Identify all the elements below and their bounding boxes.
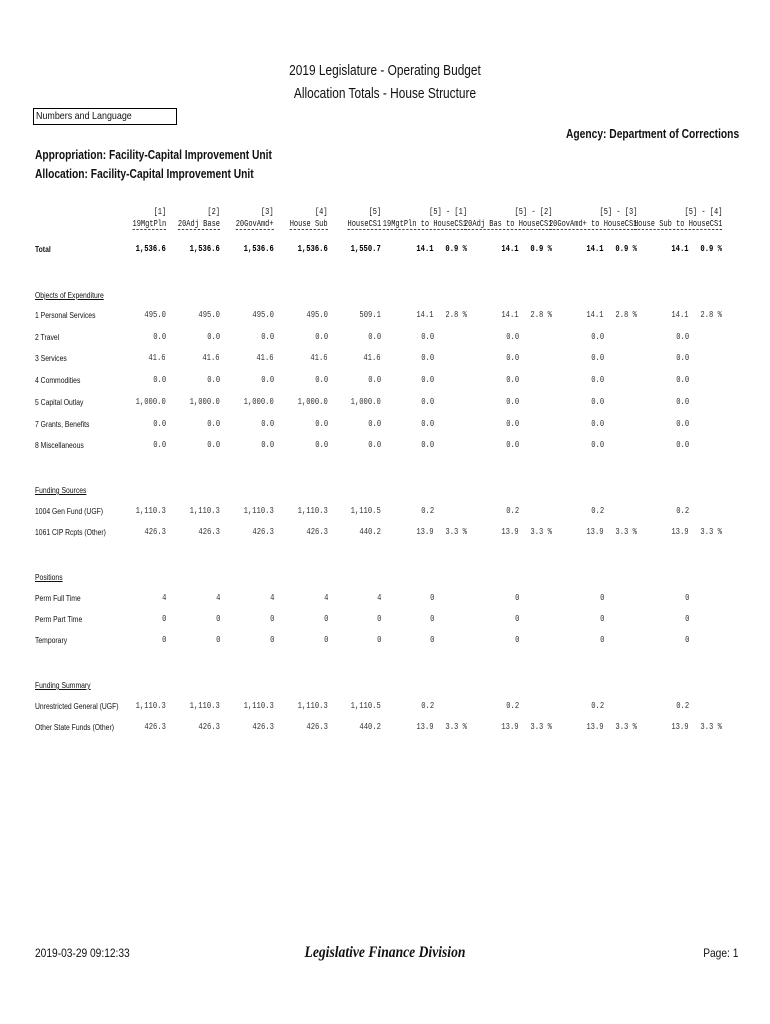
value-cell: 41.6 (202, 353, 220, 363)
footer-page-number: Page: 1 (702, 946, 738, 960)
column-header (290, 206, 328, 230)
diff-percent-cell: 3.3 % (530, 527, 552, 537)
value-cell: 0.0 (153, 375, 166, 385)
value-cell: 0.0 (153, 419, 166, 429)
diff-amount-cell: 13.9 (586, 527, 604, 537)
column-header (549, 206, 637, 230)
value-cell: 426.3 (306, 722, 328, 732)
row-label: Other State Funds (Other) (35, 723, 114, 732)
value-cell: 4 (161, 593, 166, 603)
value-cell: 0 (215, 614, 220, 624)
diff-percent-cell: 2.8 % (700, 310, 722, 320)
section-heading: Funding Sources (35, 486, 87, 495)
value-cell: 440.2 (359, 527, 381, 537)
value-cell: 495.0 (144, 310, 166, 320)
value-cell: 426.3 (252, 722, 274, 732)
diff-amount-cell: 0.0 (506, 419, 519, 429)
value-cell: 1,000.0 (297, 397, 328, 407)
value-cell: 41.6 (148, 353, 166, 363)
value-cell: 1,536.6 (297, 244, 328, 254)
diff-percent-cell: 0.9 % (615, 244, 637, 254)
diff-percent-cell: 0.9 % (445, 244, 467, 254)
column-header (236, 206, 274, 230)
report-title-line1: 2019 Legislature - Operating Budget (289, 63, 481, 79)
value-cell: 1,536.6 (135, 244, 166, 254)
diff-amount-cell: 0.2 (676, 506, 689, 516)
value-cell: 0 (215, 635, 220, 645)
value-cell: 0.0 (315, 332, 328, 342)
value-cell: 1,110.3 (135, 506, 166, 516)
value-cell: 426.3 (144, 722, 166, 732)
diff-amount-cell: 14.1 (671, 310, 689, 320)
value-cell: 0.0 (315, 440, 328, 450)
value-cell: 0.0 (315, 419, 328, 429)
diff-amount-cell: 0.0 (676, 353, 689, 363)
diff-amount-cell: 13.9 (501, 527, 519, 537)
diff-amount-cell: 0.0 (421, 332, 434, 342)
column-number: [4] (315, 207, 328, 217)
diff-percent-cell: 2.8 % (445, 310, 467, 320)
column-number: [5] - [4] (684, 207, 722, 217)
value-cell: 0 (323, 614, 328, 624)
value-cell: 0 (269, 635, 274, 645)
value-cell: 1,110.5 (350, 701, 381, 711)
value-cell: 4 (269, 593, 274, 603)
column-number: [3] (261, 207, 274, 217)
diff-amount-cell: 0.0 (506, 353, 519, 363)
agency-label: Agency: Department of Corrections (565, 127, 739, 141)
diff-amount-cell: 14.1 (586, 244, 604, 254)
diff-amount-cell: 0 (429, 635, 434, 645)
diff-percent-cell: 3.3 % (700, 722, 722, 732)
value-cell: 1,110.3 (243, 701, 274, 711)
diff-amount-cell: 0.0 (506, 332, 519, 342)
column-header (347, 206, 381, 230)
column-label: 19MgtPln to HouseCS1 (382, 219, 467, 229)
diff-percent-cell: 2.8 % (615, 310, 637, 320)
column-label: 20GovAmd+ to HouseCS1 (548, 219, 637, 229)
value-cell: 0 (269, 614, 274, 624)
diff-percent-cell: 3.3 % (700, 527, 722, 537)
value-cell: 1,110.3 (189, 701, 220, 711)
diff-amount-cell: 0.0 (421, 440, 434, 450)
column-label: House Sub (290, 219, 328, 229)
diff-amount-cell: 0.0 (591, 375, 604, 385)
column-label: 20Adj Base (177, 219, 220, 229)
diff-amount-cell: 0 (514, 614, 519, 624)
value-cell: 0.0 (261, 332, 274, 342)
column-number: [5] - [1] (429, 207, 467, 217)
diff-amount-cell: 0.0 (676, 375, 689, 385)
value-cell: 1,000.0 (135, 397, 166, 407)
column-number: [5] (368, 207, 381, 217)
diff-amount-cell: 0.2 (591, 701, 604, 711)
diff-amount-cell: 0.2 (421, 701, 434, 711)
value-cell: 495.0 (252, 310, 274, 320)
diff-percent-cell: 3.3 % (445, 722, 467, 732)
value-cell: 495.0 (198, 310, 220, 320)
row-label: 3 Services (35, 354, 67, 363)
value-cell: 4 (376, 593, 381, 603)
value-cell: 41.6 (256, 353, 274, 363)
diff-amount-cell: 0 (429, 593, 434, 603)
section-heading: Funding Summary (35, 681, 91, 690)
diff-amount-cell: 0 (684, 635, 689, 645)
row-label: Unrestricted General (UGF) (35, 702, 119, 711)
diff-amount-cell: 13.9 (671, 527, 689, 537)
value-cell: 0.0 (261, 375, 274, 385)
footer-timestamp: 2019-03-29 09:12:33 (35, 946, 130, 960)
diff-amount-cell: 0.0 (506, 440, 519, 450)
row-label: 1 Personal Services (35, 311, 96, 320)
diff-percent-cell: 3.3 % (445, 527, 467, 537)
diff-amount-cell: 13.9 (501, 722, 519, 732)
diff-amount-cell: 13.9 (586, 722, 604, 732)
value-cell: 0 (161, 635, 166, 645)
diff-percent-cell: 0.9 % (700, 244, 722, 254)
value-cell: 0.0 (153, 332, 166, 342)
value-cell: 4 (215, 593, 220, 603)
value-cell: 0.0 (261, 419, 274, 429)
diff-amount-cell: 0.0 (421, 397, 434, 407)
diff-amount-cell: 0.0 (421, 353, 434, 363)
value-cell: 1,110.3 (135, 701, 166, 711)
value-cell: 0 (161, 614, 166, 624)
section-heading: Objects of Expenditure (35, 291, 104, 300)
diff-percent-cell: 3.3 % (530, 722, 552, 732)
diff-amount-cell: 0 (684, 593, 689, 603)
diff-amount-cell: 0 (684, 614, 689, 624)
row-label: 7 Grants, Benefits (35, 420, 90, 429)
column-header (132, 206, 166, 230)
row-label: 2 Travel (35, 333, 60, 342)
diff-amount-cell: 14.1 (501, 310, 519, 320)
value-cell: 1,110.3 (243, 506, 274, 516)
value-cell: 440.2 (359, 722, 381, 732)
diff-amount-cell: 14.1 (416, 310, 434, 320)
value-cell: 1,110.5 (350, 506, 381, 516)
row-label: 1061 CIP Rcpts (Other) (35, 528, 106, 537)
diff-amount-cell: 0.0 (591, 332, 604, 342)
column-number: [5] - [3] (599, 207, 637, 217)
value-cell: 509.1 (359, 310, 381, 320)
diff-amount-cell: 0 (599, 593, 604, 603)
value-cell: 0.0 (261, 440, 274, 450)
diff-amount-cell: 0 (514, 593, 519, 603)
value-cell: 0.0 (368, 375, 381, 385)
diff-percent-cell: 0.9 % (530, 244, 552, 254)
column-header (634, 206, 722, 230)
value-cell: 4 (323, 593, 328, 603)
diff-amount-cell: 0 (429, 614, 434, 624)
value-cell: 0.0 (368, 440, 381, 450)
diff-amount-cell: 0 (514, 635, 519, 645)
value-cell: 1,000.0 (189, 397, 220, 407)
value-cell: 0.0 (368, 419, 381, 429)
value-cell: 0.0 (207, 332, 220, 342)
diff-amount-cell: 13.9 (416, 722, 434, 732)
diff-amount-cell: 0.0 (676, 332, 689, 342)
value-cell: 426.3 (252, 527, 274, 537)
column-label: 20Adj Bas to HouseCS1 (463, 219, 552, 229)
diff-amount-cell: 0.2 (506, 701, 519, 711)
value-cell: 1,536.6 (243, 244, 274, 254)
diff-amount-cell: 0.0 (591, 440, 604, 450)
value-cell: 0 (323, 635, 328, 645)
diff-amount-cell: 0 (599, 635, 604, 645)
diff-amount-cell: 0.2 (676, 701, 689, 711)
value-cell: 0 (376, 635, 381, 645)
diff-amount-cell: 0.0 (676, 397, 689, 407)
diff-amount-cell: 0.0 (421, 419, 434, 429)
value-cell: 1,536.6 (189, 244, 220, 254)
diff-amount-cell: 0.2 (421, 506, 434, 516)
column-label: House Sub to HouseCS1 (633, 219, 722, 229)
diff-amount-cell: 14.1 (671, 244, 689, 254)
value-cell: 1,110.3 (297, 701, 328, 711)
diff-amount-cell: 14.1 (501, 244, 519, 254)
diff-amount-cell: 14.1 (586, 310, 604, 320)
row-label: Temporary (35, 636, 68, 645)
row-label: 5 Capital Outlay (35, 398, 84, 407)
value-cell: 426.3 (198, 527, 220, 537)
value-cell: 495.0 (306, 310, 328, 320)
footer-division: Legislative Finance Division (304, 944, 466, 961)
section-heading: Positions (35, 573, 63, 582)
diff-amount-cell: 14.1 (416, 244, 434, 254)
row-label: Perm Full Time (35, 594, 81, 603)
value-cell: 1,550.7 (350, 244, 381, 254)
diff-amount-cell: 0.2 (591, 506, 604, 516)
diff-percent-cell: 3.3 % (615, 527, 637, 537)
row-label: Perm Part Time (35, 615, 83, 624)
column-number: [2] (207, 207, 220, 217)
column-header (383, 206, 467, 230)
column-label: 20GovAmd+ (236, 219, 274, 229)
value-cell: 426.3 (306, 527, 328, 537)
total-row-label: Total (35, 245, 51, 254)
value-cell: 426.3 (144, 527, 166, 537)
value-cell: 1,110.3 (189, 506, 220, 516)
diff-amount-cell: 0.0 (591, 419, 604, 429)
diff-amount-cell: 0.0 (506, 375, 519, 385)
diff-amount-cell: 13.9 (671, 722, 689, 732)
diff-percent-cell: 3.3 % (615, 722, 637, 732)
column-number: [1] (153, 207, 166, 217)
value-cell: 41.6 (363, 353, 381, 363)
diff-amount-cell: 0.0 (676, 419, 689, 429)
value-cell: 1,110.3 (297, 506, 328, 516)
value-cell: 41.6 (310, 353, 328, 363)
diff-amount-cell: 0.0 (421, 375, 434, 385)
value-cell: 0.0 (207, 375, 220, 385)
diff-amount-cell: 0 (599, 614, 604, 624)
value-cell: 1,000.0 (350, 397, 381, 407)
numbers-language-label: Numbers and Language (36, 110, 132, 122)
report-title-line2: Allocation Totals - House Structure (293, 86, 477, 102)
column-label: 19MgtPln (132, 219, 166, 229)
diff-amount-cell: 0.0 (591, 397, 604, 407)
value-cell: 0.0 (368, 332, 381, 342)
diff-amount-cell: 0.0 (591, 353, 604, 363)
diff-amount-cell: 13.9 (416, 527, 434, 537)
value-cell: 1,000.0 (243, 397, 274, 407)
diff-amount-cell: 0.0 (506, 397, 519, 407)
row-label: 1004 Gen Fund (UGF) (35, 507, 104, 516)
allocation-label: Allocation: Facility-Capital Improvement Unit (35, 167, 254, 181)
row-label: 4 Commodities (35, 376, 81, 385)
value-cell: 0.0 (207, 440, 220, 450)
column-number: [5] - [2] (514, 207, 552, 217)
diff-percent-cell: 2.8 % (530, 310, 552, 320)
column-header (464, 206, 552, 230)
value-cell: 0.0 (153, 440, 166, 450)
diff-amount-cell: 0.0 (676, 440, 689, 450)
value-cell: 0.0 (207, 419, 220, 429)
diff-amount-cell: 0.2 (506, 506, 519, 516)
column-header (178, 206, 220, 230)
value-cell: 0 (376, 614, 381, 624)
value-cell: 0.0 (315, 375, 328, 385)
value-cell: 426.3 (198, 722, 220, 732)
appropriation-label: Appropriation: Facility-Capital Improvement Unit (35, 148, 272, 162)
column-label: HouseCS1 (347, 219, 381, 229)
row-label: 8 Miscellaneous (35, 441, 84, 450)
numbers-language-box (33, 108, 177, 125)
